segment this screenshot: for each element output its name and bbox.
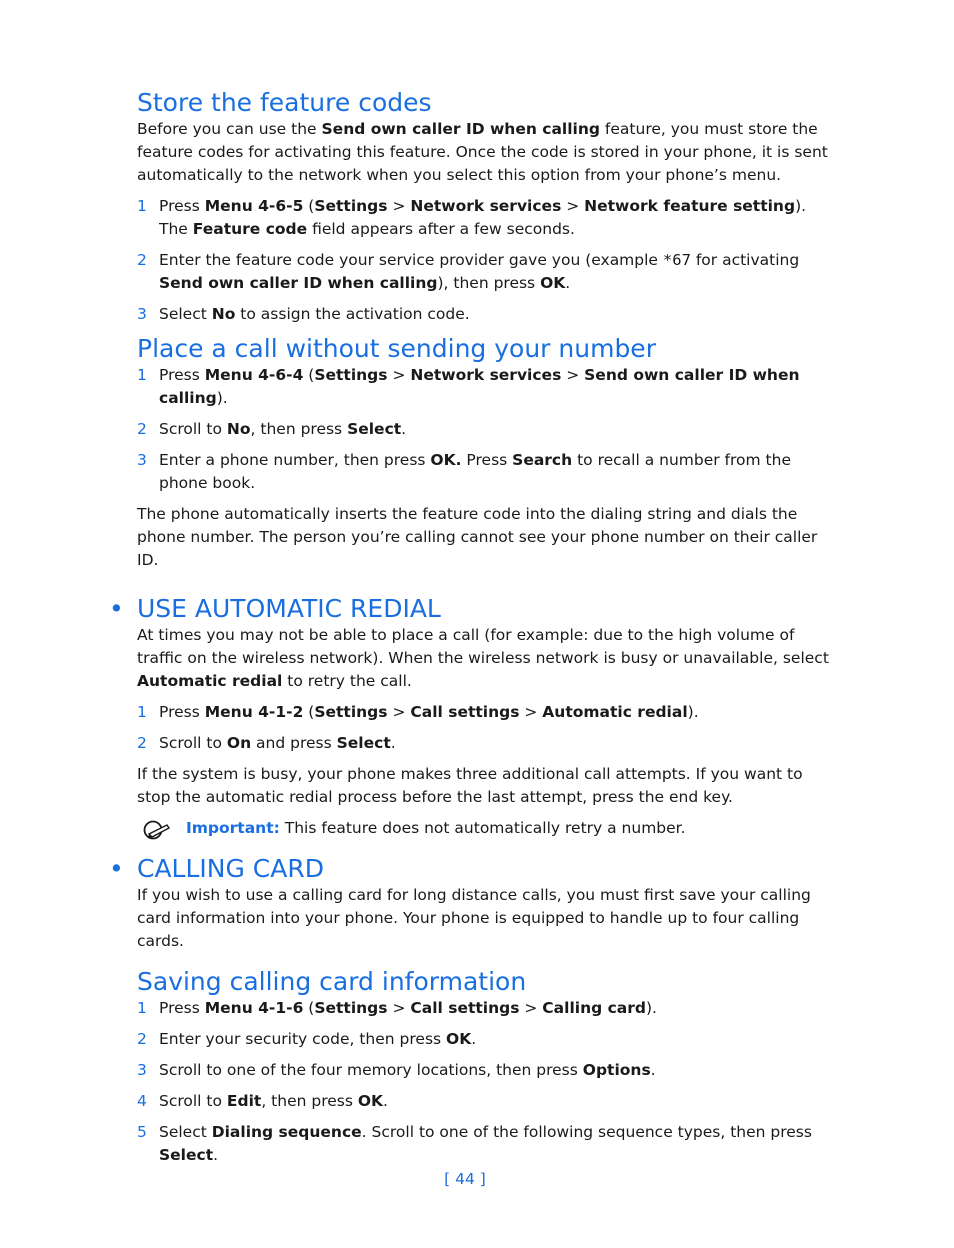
text-fragment: Network feature setting (584, 197, 796, 215)
text-fragment: > (387, 366, 411, 384)
text-fragment: Menu 4-6-5 (204, 197, 304, 215)
text-fragment: . (401, 420, 407, 438)
section-title-saving-calling-card: Saving calling card information (137, 967, 527, 996)
text-fragment: Press (461, 451, 513, 469)
text-fragment: Feature code (192, 220, 308, 238)
text-fragment: Before you can use the (137, 120, 322, 138)
steps-list (137, 701, 837, 755)
text-fragment: > (387, 703, 411, 721)
text-fragment: . (471, 1030, 477, 1048)
steps-list (137, 364, 837, 495)
text-fragment: USE AUTOMATIC REDIAL (137, 594, 441, 623)
text-fragment: Select (159, 1123, 212, 1141)
text-fragment: feature, you must store the feature codes for activating this feature. Once the code is stored in your phone, it is sent automatically to the network when you select this option from your phone’s menu. (137, 120, 828, 184)
text-fragment: > (387, 999, 411, 1017)
text-fragment: Menu 4-6-4 (204, 366, 304, 384)
text-fragment: Scroll to (159, 1092, 227, 1110)
important-note (137, 817, 837, 840)
text-fragment: 4 (137, 1092, 147, 1110)
text-fragment: OK (357, 1092, 384, 1110)
text-fragment: ( (303, 197, 315, 215)
text-fragment: > (387, 197, 411, 215)
text-fragment: Press (159, 999, 205, 1017)
section-title-calling-card (109, 854, 837, 884)
text-fragment: Options (582, 1061, 651, 1079)
text-fragment: 2 (137, 251, 147, 269)
text-fragment: Menu 4-1-2 (204, 703, 304, 721)
text-fragment: Press (159, 366, 205, 384)
text-fragment: > (561, 197, 585, 215)
text-fragment: ). (687, 703, 699, 721)
text-fragment: Dialing sequence (211, 1123, 362, 1141)
section-title-automatic-redial (109, 594, 837, 624)
text-fragment: 2 (137, 420, 147, 438)
text-fragment: 1 (137, 366, 147, 384)
text-fragment: , then press (250, 420, 348, 438)
text-fragment: Settings (314, 197, 388, 215)
step-item (137, 1059, 837, 1082)
text-fragment: Send own caller ID when calling (159, 274, 438, 292)
text-fragment: At times you may not be able to place a call (for example: due to the high volume of traffic on the wireless network). When the wireless network is busy or unavailable, select (137, 626, 829, 667)
text-fragment: . (565, 274, 571, 292)
note-label: Important: (186, 819, 280, 837)
page-content (109, 88, 837, 1175)
text-fragment: ). The (159, 197, 807, 238)
text-fragment: , then press (261, 1092, 358, 1110)
text-fragment: > (561, 366, 585, 384)
text-fragment: Call settings (410, 999, 520, 1017)
text-fragment: . Scroll to one of the following sequence types, then press (361, 1123, 812, 1141)
step-item (137, 1028, 837, 1051)
text-fragment: . (383, 1092, 388, 1110)
text-fragment: Network services (410, 197, 562, 215)
text-fragment: OK. (430, 451, 462, 469)
text-fragment: *67 (662, 251, 691, 269)
intro-paragraph (137, 624, 837, 693)
step-item (137, 418, 837, 441)
text-fragment: 1 (137, 703, 147, 721)
text-fragment: ( (303, 366, 315, 384)
section-title-store-feature-codes: Store the feature codes (137, 88, 432, 117)
text-fragment: Scroll to (159, 734, 227, 752)
text-fragment: 3 (137, 451, 147, 469)
page-number: [ 44 ] (444, 1170, 486, 1188)
text-fragment: Scroll to one of the four memory locations, then press (159, 1061, 583, 1079)
text-fragment: ). (216, 389, 228, 407)
text-fragment: to recall a number from the phone book. (159, 451, 791, 492)
text-fragment: Call settings (410, 703, 520, 721)
steps-list (137, 997, 837, 1167)
text-fragment: 1 (137, 999, 147, 1017)
text-fragment: No (211, 305, 236, 323)
intro-paragraph: If you wish to use a calling card for long distance calls, you must first save your calling card information into your phone. Your phone is equipped to handle up to four calling cards. (137, 886, 811, 950)
text-fragment: . (213, 1146, 219, 1164)
section-title-place-call: Place a call without sending your number (137, 334, 656, 363)
text-fragment: Select (159, 1146, 214, 1164)
intro-paragraph (137, 118, 837, 187)
text-fragment: Press (159, 197, 205, 215)
text-fragment: 5 (137, 1123, 147, 1141)
text-fragment: Settings (314, 703, 388, 721)
text-fragment: No (226, 420, 251, 438)
bullet-icon: • (109, 854, 124, 883)
step-item (137, 701, 837, 724)
text-fragment: Scroll to (159, 420, 227, 438)
text-fragment: Automatic redial (137, 672, 283, 690)
step-item (137, 364, 837, 410)
text-fragment: Send own caller ID when calling (321, 120, 600, 138)
text-fragment: ( (303, 703, 315, 721)
text-fragment: On (226, 734, 252, 752)
text-fragment: CALLING CARD (137, 854, 324, 883)
text-fragment: . (650, 1061, 656, 1079)
text-fragment: 1 (137, 197, 147, 215)
text-fragment: OK (540, 274, 566, 292)
text-fragment: Select (336, 734, 391, 752)
pen-note-icon (140, 819, 172, 841)
text-fragment: Enter a phone number, then press (159, 451, 431, 469)
step-item (137, 1121, 837, 1167)
text-fragment: Network services (410, 366, 562, 384)
text-fragment: 3 (137, 1061, 147, 1079)
text-fragment: Select (159, 305, 212, 323)
text-fragment: > (519, 703, 543, 721)
text-fragment: field appears after a few seconds. (307, 220, 575, 238)
text-fragment: Press (159, 703, 205, 721)
text-fragment: to retry the call. (282, 672, 412, 690)
text-fragment: Search (512, 451, 573, 469)
text-fragment: Select (347, 420, 402, 438)
text-fragment: 3 (137, 305, 147, 323)
text-fragment: ). (645, 999, 657, 1017)
outro-paragraph: The phone automatically inserts the feature code into the dialing string and dials the phone number. The person you’re calling cannot see your phone number on their caller ID. (137, 505, 818, 569)
step-item (137, 1090, 837, 1113)
step-item (137, 195, 837, 241)
note-text: This feature does not automatically retry a number. (279, 819, 686, 837)
text-fragment: Settings (314, 366, 388, 384)
text-fragment: Automatic redial (542, 703, 688, 721)
text-fragment: Edit (226, 1092, 262, 1110)
text-fragment: to assign the activation code. (235, 305, 470, 323)
text-fragment: ), then press (437, 274, 541, 292)
step-item (137, 249, 837, 295)
text-fragment: OK (446, 1030, 472, 1048)
step-item (137, 997, 837, 1020)
bullet-icon: • (109, 594, 124, 623)
text-fragment: Enter your security code, then press (159, 1030, 447, 1048)
text-fragment: 2 (137, 1030, 147, 1048)
text-fragment: > (519, 999, 543, 1017)
step-item (137, 449, 837, 495)
text-fragment: Send own caller ID when calling (159, 366, 800, 407)
text-fragment: for activating (690, 251, 800, 269)
text-fragment: Enter the feature code your service provider gave you (example (159, 251, 663, 269)
outro-paragraph: If the system is busy, your phone makes three additional call attempts. If you want to stop the automatic redial process before the last attempt, press the end key. (137, 765, 803, 806)
text-fragment: Settings (314, 999, 388, 1017)
step-item (137, 303, 837, 326)
text-fragment: ( (303, 999, 315, 1017)
text-fragment: . (390, 734, 396, 752)
steps-list (137, 195, 837, 326)
text-fragment: Calling card (542, 999, 646, 1017)
text-fragment: and press (251, 734, 337, 752)
text-fragment: Menu 4-1-6 (204, 999, 304, 1017)
step-item (137, 732, 837, 755)
text-fragment: 2 (137, 734, 147, 752)
